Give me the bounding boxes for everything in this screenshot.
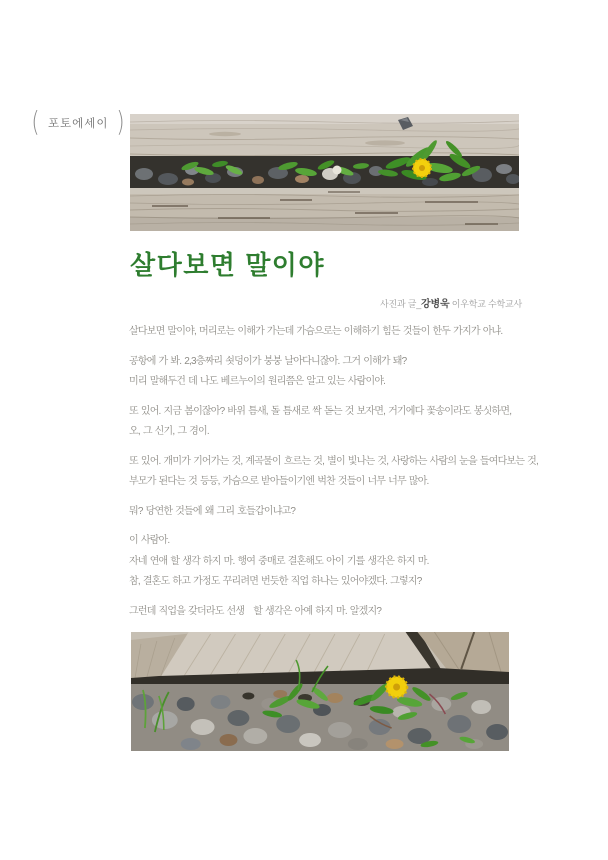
body-line: 또 있어. 개미가 기어가는 것, 계곡물이 흐르는 것, 별이 빛나는 것, 사랑하는 사람의 눈을 들여다보는 것, bbox=[129, 455, 538, 467]
byline-affiliation: 이우학교 수학교사 bbox=[449, 299, 522, 309]
body-line: 자네 연애 할 생각 하지 마. 행여 중매로 결혼해도 아이 기를 생각은 하지 마. bbox=[129, 555, 429, 567]
body-line: 공항에 가 봐. 2,3층짜리 쇳덩이가 붕붕 날아다니잖아. 그거 이해가 돼? bbox=[129, 355, 407, 367]
dandelion-flower-icon bbox=[413, 159, 431, 177]
page-title: 살다보면 말이야 bbox=[130, 250, 326, 280]
body-line: 부모가 된다는 것 등등, 가슴으로 받아들이기엔 벅찬 것들이 너무 너무 많아. bbox=[129, 476, 429, 487]
wood-planks bbox=[131, 632, 509, 690]
paragraph bbox=[129, 452, 538, 493]
byline-author: 강병욱 bbox=[421, 299, 450, 310]
bottom-plank bbox=[130, 188, 519, 231]
section-label-text: 포토에세이 bbox=[47, 117, 109, 130]
body-line: 살다보면 말이야, 머리로는 이해가 가는데 가슴으로는 이해하기 힘든 것들이 한두 가지가 아냐. bbox=[129, 326, 503, 337]
paragraph bbox=[129, 352, 499, 393]
body-line: 또 있어. 지금 봄이잖아? 바위 틈새, 돌 틈새로 싹 돋는 것 보자면, 거기에다 꽃송이라도 봉싯하면, bbox=[129, 405, 512, 417]
body-line: 뭐? 당연한 것들에 왜 그리 호들갑이냐고? bbox=[129, 505, 296, 517]
paragraph bbox=[129, 602, 499, 623]
paragraph bbox=[129, 531, 499, 593]
body-line: 미리 말해두건 데 나도 베르누이의 원리쯤은 알고 있는 사람이야. bbox=[129, 376, 386, 387]
byline bbox=[380, 295, 522, 310]
top-photo bbox=[130, 114, 519, 231]
body-line: 이 사람아. bbox=[129, 535, 170, 546]
paragraph bbox=[129, 502, 499, 523]
body-line: 참, 결혼도 하고 가정도 꾸리려면 번듯한 직업 하나는 있어야겠다. 그렇지? bbox=[129, 576, 422, 587]
paren-left: ( bbox=[31, 105, 40, 138]
body-text bbox=[129, 322, 538, 631]
body-line: 오, 그 신기, 그 경이. bbox=[129, 426, 209, 437]
bottom-photo-illustration bbox=[131, 632, 509, 751]
byline-prefix: 사진과 글_ bbox=[379, 299, 422, 309]
top-photo-illustration bbox=[130, 114, 519, 231]
body-line: 그런데 직업을 갖더라도 선생 할 생각은 아예 하지 마. 알겠지? bbox=[129, 605, 382, 617]
section-label bbox=[30, 106, 126, 138]
paren-right: ) bbox=[116, 105, 126, 138]
dandelion-flower-icon bbox=[386, 677, 407, 698]
bottom-photo bbox=[131, 632, 509, 751]
paragraph bbox=[129, 322, 503, 343]
paragraph bbox=[129, 402, 512, 443]
